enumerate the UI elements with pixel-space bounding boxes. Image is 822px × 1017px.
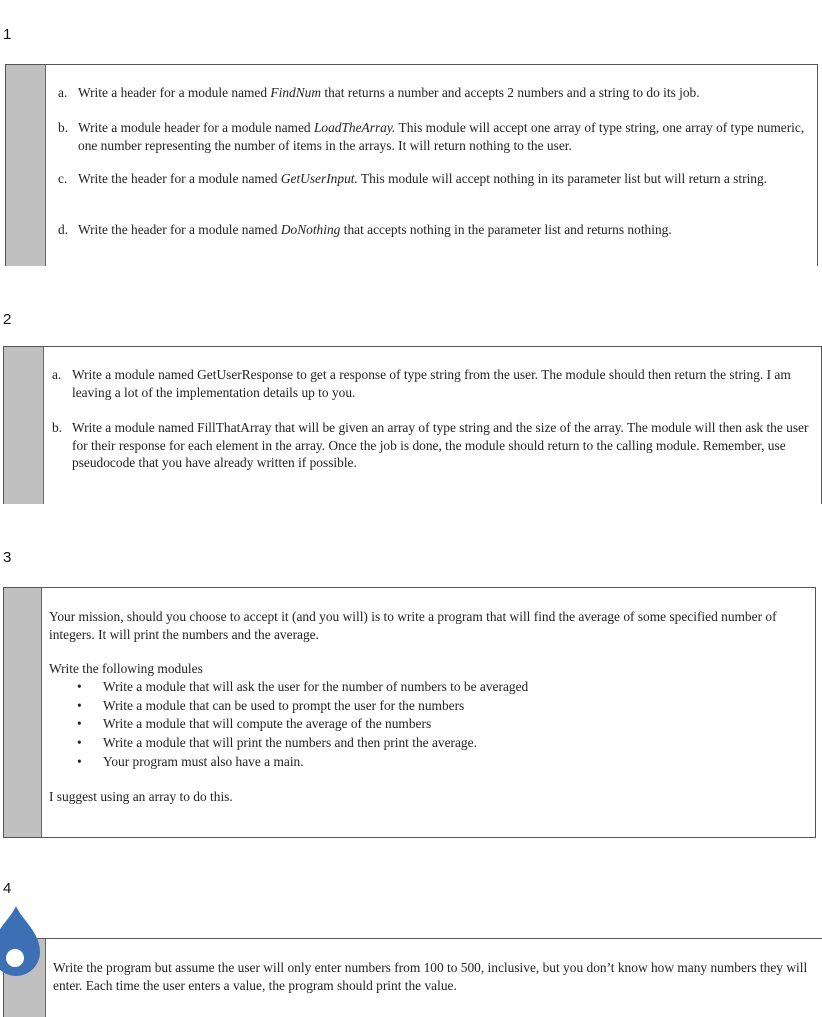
drop-marker-icon[interactable]: [0, 904, 48, 984]
question-number-4: 4: [3, 880, 12, 897]
q1-item-b: b. Write a module header for a module named LoadTheArray. This module will accept one array of type string, one array of type numeric, one number representing the number of items in the arrays. It will return nothing to the user.: [58, 120, 805, 153]
list-item: • Write a module that will print the numbers and then print the average.: [49, 734, 807, 753]
list-item: • Write a module that will compute the average of the numbers: [49, 715, 807, 734]
q4-text: Write the program but assume the user will only enter numbers from 100 to 500, inclusive, but you don’t know how many numbers they will enter. Each time the user enters a value, the program should print the value.: [53, 960, 808, 993]
q1-item-a: a. Write a header for a module named FindNum that returns a number and accepts 2 numbers and a string to do its job.: [58, 85, 700, 100]
question-number-3: 3: [3, 549, 12, 566]
question-1-card: [5, 64, 818, 266]
question-number-2: 2: [3, 311, 12, 328]
q3-closing: I suggest using an array to do this.: [49, 789, 233, 804]
q2-item-a: a. Write a module named GetUserResponse to get a response of type string from the user. The module should then return the string. I am leaving a lot of the implementation details up to you.: [52, 367, 791, 400]
list-item: • Write a module that will ask the user for the number of numbers to be averaged: [49, 678, 807, 697]
q1-item-d: d. Write the header for a module named DoNothing that accepts nothing in the parameter list and returns nothing.: [58, 222, 672, 237]
q3-intro: Your mission, should you choose to accept it (and you will) is to write a program that will find the average of some specified number of integers. It will print the numbers and the average.: [49, 609, 777, 642]
q1-item-c: c. Write the header for a module named GetUserInput. This module will accept nothing in its parameter list but will return a string.: [58, 171, 768, 186]
list-item: • Your program must also have a main.: [49, 753, 807, 772]
question-3-sidebar: [4, 588, 42, 837]
question-3-card: [3, 587, 816, 838]
q3-module-list: [49, 678, 807, 771]
question-2-sidebar: [4, 347, 44, 504]
list-item: • Write a module that can be used to prompt the user for the numbers: [49, 697, 807, 716]
question-number-1: 1: [3, 26, 12, 43]
q2-item-b: b. Write a module named FillThatArray that will be given an array of type string and the size of the array. The module will then ask the user for their response for each element in the array. Once the job is done, the module should return to the calling module. Remember, use pseudocode that you have already written if possible.: [52, 420, 809, 470]
question-1-sidebar: [6, 65, 46, 266]
question-2-card: [3, 346, 822, 504]
question-4-card: [3, 938, 822, 1017]
q3-list-heading: Write the following modules: [49, 661, 203, 676]
